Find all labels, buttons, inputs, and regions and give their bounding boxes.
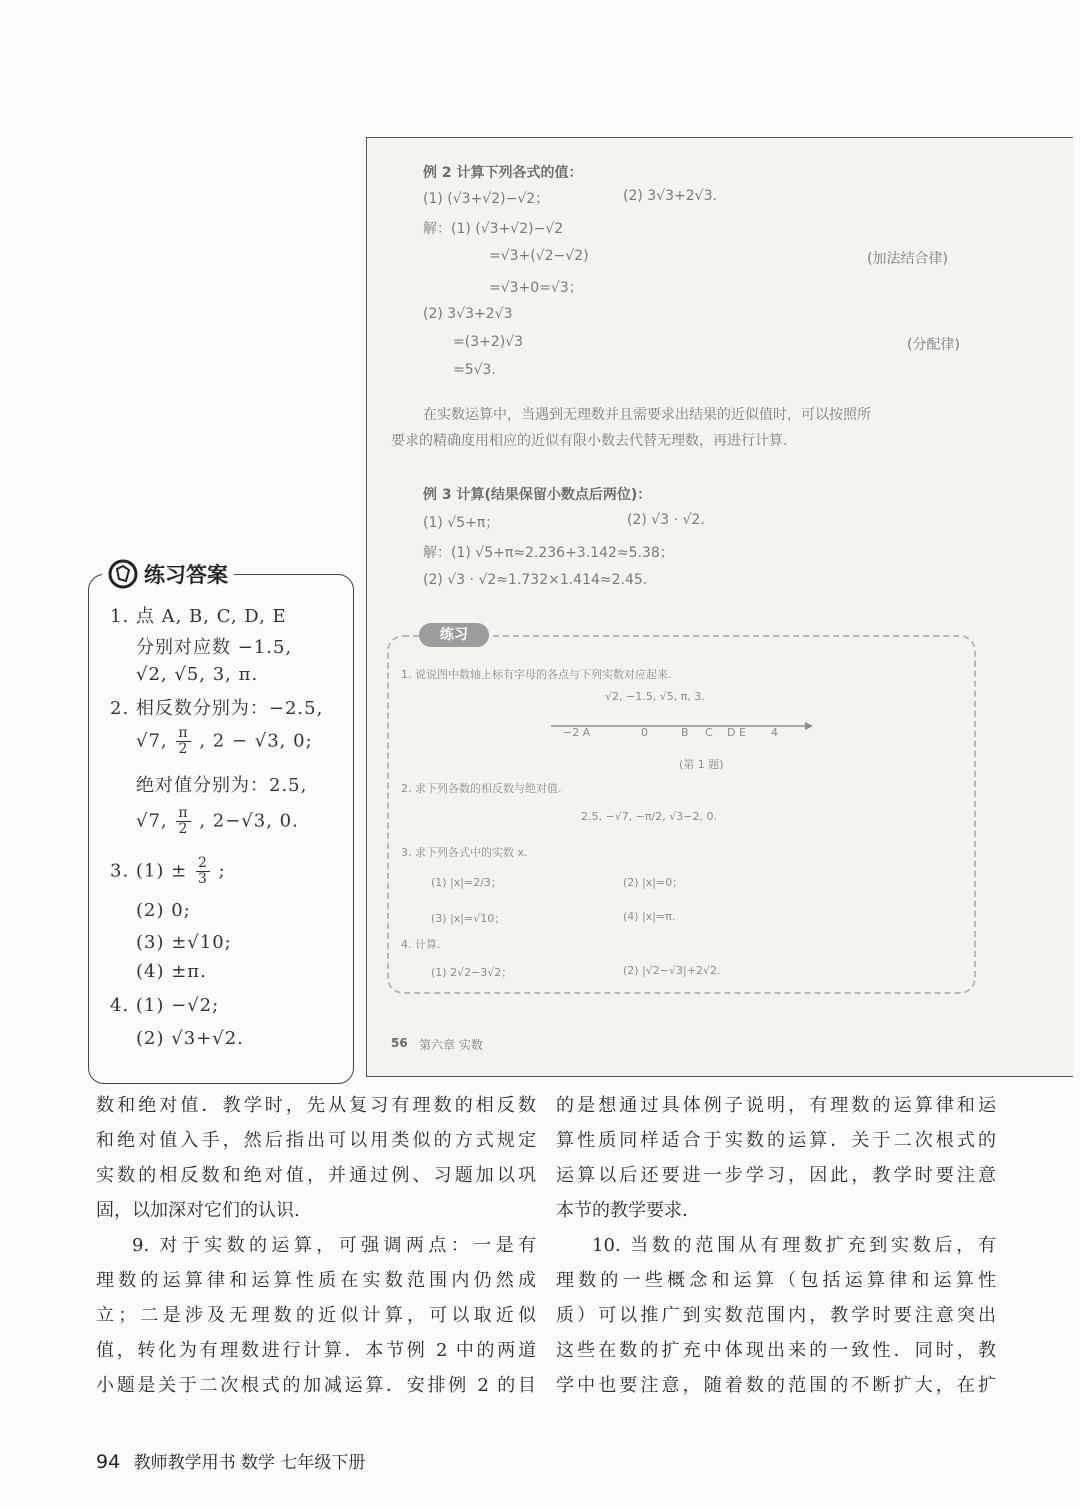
example3-title: 例 3 计算(结果保留小数点后两位)： xyxy=(423,487,652,503)
answer-line: 1. 点 A, B, C, D, E xyxy=(110,606,287,627)
inset-chapter: 第六章 实数 xyxy=(419,1038,483,1052)
example3-sol1: 解：(1) √5+π≈2.236+3.142≈5.38； xyxy=(423,545,674,561)
practice-q2-values: 2.5, −√7, −π/2, √3−2, 0. xyxy=(581,810,717,823)
axis-label: 4 xyxy=(771,726,778,739)
text-line: 10. 当数的范围从有理数扩充到实数后，有 xyxy=(592,1235,996,1256)
example3-sol2: (2) √3 · √2≈1.732×1.414≈2.45. xyxy=(423,572,648,588)
axis-label: C xyxy=(705,726,713,739)
example2-sol1-note: (加法结合律) xyxy=(867,251,948,267)
example2-sol2-note: (分配律) xyxy=(907,337,960,353)
text-line: 学中也要注意，随着数的范围的不断扩大，在扩 xyxy=(556,1375,996,1396)
practice-q3-a: (1) |x|=2/3； xyxy=(431,876,502,889)
practice-q1-values: √2, −1.5, √5, π, 3. xyxy=(605,690,705,703)
example2-q1: (1) (√3+√2)−√2； xyxy=(423,191,550,207)
example2-q2: (2) 3√3+2√3. xyxy=(623,188,717,204)
fraction-numerator: 2 xyxy=(197,855,208,871)
answer-part: , 2 − √3, 0; xyxy=(199,730,313,752)
answer-line xyxy=(110,856,226,887)
answer-part: 3. (1) ± xyxy=(110,860,188,882)
right-paragraph-1 xyxy=(556,1088,996,1228)
answer-line: (2) 0; xyxy=(136,900,191,921)
figure-caption: (第 1 题) xyxy=(679,758,724,771)
example2-sol2-line1: (2) 3√3+2√3 xyxy=(423,306,513,322)
axis-label: D E xyxy=(727,726,746,739)
fraction-denominator: 2 xyxy=(178,821,189,837)
note-line1: 在实数运算中，当遇到无理数并且需要求出结果的近似值时，可以按照所 xyxy=(423,407,871,423)
text-line: 理数的一些概念和运算（包括运算律和运算性 xyxy=(556,1270,996,1291)
axis-label: −2 A xyxy=(563,726,591,739)
left-paragraph-2 xyxy=(96,1228,536,1403)
fraction xyxy=(176,806,190,837)
practice-q3-b: (2) |x|=0； xyxy=(623,876,684,889)
answer-part: √7, xyxy=(136,810,168,832)
fraction-numerator: π xyxy=(178,805,189,821)
practice-q3-c: (3) |x|=√10； xyxy=(431,912,506,925)
answer-line xyxy=(136,806,299,837)
text-line: 固，以加深对它们的认识. xyxy=(96,1200,300,1221)
fraction-denominator: 3 xyxy=(197,871,208,887)
text-line: 本节的教学要求. xyxy=(556,1200,688,1221)
fraction xyxy=(196,856,210,887)
practice-q1: 1. 说说图中数轴上标有字母的各点与下列实数对应起来. xyxy=(401,668,672,681)
answers-title: 练习答案 xyxy=(144,563,228,587)
answer-line: 分别对应数 −1.5, xyxy=(136,637,293,658)
practice-q2: 2. 求下列各数的相反数与绝对值. xyxy=(401,782,562,795)
fraction-denominator: 2 xyxy=(178,741,189,757)
practice-q4-a: (1) 2√2−3√2； xyxy=(431,966,513,979)
page-number: 94 xyxy=(96,1451,121,1473)
axis-label: 0 xyxy=(641,726,648,739)
text-line: 立；二是涉及无理数的近似计算，可以取近似 xyxy=(96,1305,536,1326)
answer-line: 2. 相反数分别为：−2.5, xyxy=(110,698,324,719)
practice-q4-b: (2) |√2−√3|+2√2. xyxy=(623,964,721,977)
answer-line: 绝对值分别为：2.5, xyxy=(136,775,308,796)
text-line: 的是想通过具体例子说明，有理数的运算律和运 xyxy=(556,1095,996,1116)
answer-part: √7, xyxy=(136,730,168,752)
answer-part: , 2−√3, 0. xyxy=(199,810,299,832)
answer-line: √2, √5, 3, π. xyxy=(136,664,259,685)
right-paragraph-2 xyxy=(556,1228,996,1403)
example2-sol2-line2: =(3+2)√3 xyxy=(453,334,524,350)
example2-title: 例 2 计算下列各式的值： xyxy=(423,165,583,181)
book-title: 教师教学用书 数学 七年级下册 xyxy=(133,1453,366,1473)
practice-q3: 3. 求下列各式中的实数 x. xyxy=(401,846,528,859)
text-line: 小题是关于二次根式的加减运算．安排例 2 的目 xyxy=(96,1375,536,1396)
text-line: 算性质同样适合于实数的运算．关于二次根式的 xyxy=(556,1130,996,1151)
text-line: 这些在数的扩充中体现出来的一致性．同时，教 xyxy=(556,1340,996,1361)
text-line: 9. 对于实数的运算，可强调两点：一是有 xyxy=(132,1235,536,1256)
text-line: 数和绝对值．教学时，先从复习有理数的相反数 xyxy=(96,1095,536,1116)
textbook-page-inset xyxy=(366,137,1073,1077)
number-line-arrow xyxy=(805,722,813,730)
fraction xyxy=(176,726,190,757)
inset-page-number: 56 xyxy=(391,1036,408,1050)
example2-sol1-line2: =√3+(√2−√2) xyxy=(489,248,589,264)
text-line: 值，转化为有理数进行计算．本节例 2 中的两道 xyxy=(96,1340,536,1361)
text-line: 实数的相反数和绝对值，并通过例、习题加以巩 xyxy=(96,1165,536,1186)
example2-sol1-line1: 解：(1) (√3+√2)−√2 xyxy=(423,221,564,237)
practice-q4: 4. 计算. xyxy=(401,938,441,951)
answer-line: 4. (1) −√2; xyxy=(110,995,220,1016)
example2-sol1-line3: =√3+0=√3； xyxy=(489,280,583,296)
answer-part: ; xyxy=(218,860,226,882)
answers-icon xyxy=(108,559,138,589)
answer-line xyxy=(136,726,313,757)
answer-line: (4) ±π. xyxy=(136,961,207,982)
answer-line: (3) ±√10; xyxy=(136,932,232,953)
axis-label: B xyxy=(681,726,689,739)
text-line: 和绝对值入手，然后指出可以用类似的方式规定 xyxy=(96,1130,536,1151)
fraction-numerator: π xyxy=(178,725,189,741)
answer-line: (2) √3+√2. xyxy=(136,1028,244,1049)
page-footer xyxy=(96,1448,365,1473)
example3-q2: (2) √3 · √2. xyxy=(627,512,705,528)
example3-q1: (1) √5+π； xyxy=(423,515,500,531)
example2-sol2-line3: =5√3. xyxy=(453,362,496,378)
note-line2: 要求的精确度用相应的近似有限小数去代替无理数，再进行计算. xyxy=(391,433,788,449)
left-paragraph-1 xyxy=(96,1088,536,1228)
answers-header xyxy=(102,553,234,595)
text-line: 运算以后还要进一步学习，因此，教学时要注意 xyxy=(556,1165,996,1186)
practice-tag: 练习 xyxy=(419,623,489,647)
text-line: 质）可以推广到实数范围内，教学时要注意突出 xyxy=(556,1305,996,1326)
text-line: 理数的运算律和运算性质在实数范围内仍然成 xyxy=(96,1270,536,1291)
practice-q3-d: (4) |x|=π. xyxy=(623,910,676,923)
